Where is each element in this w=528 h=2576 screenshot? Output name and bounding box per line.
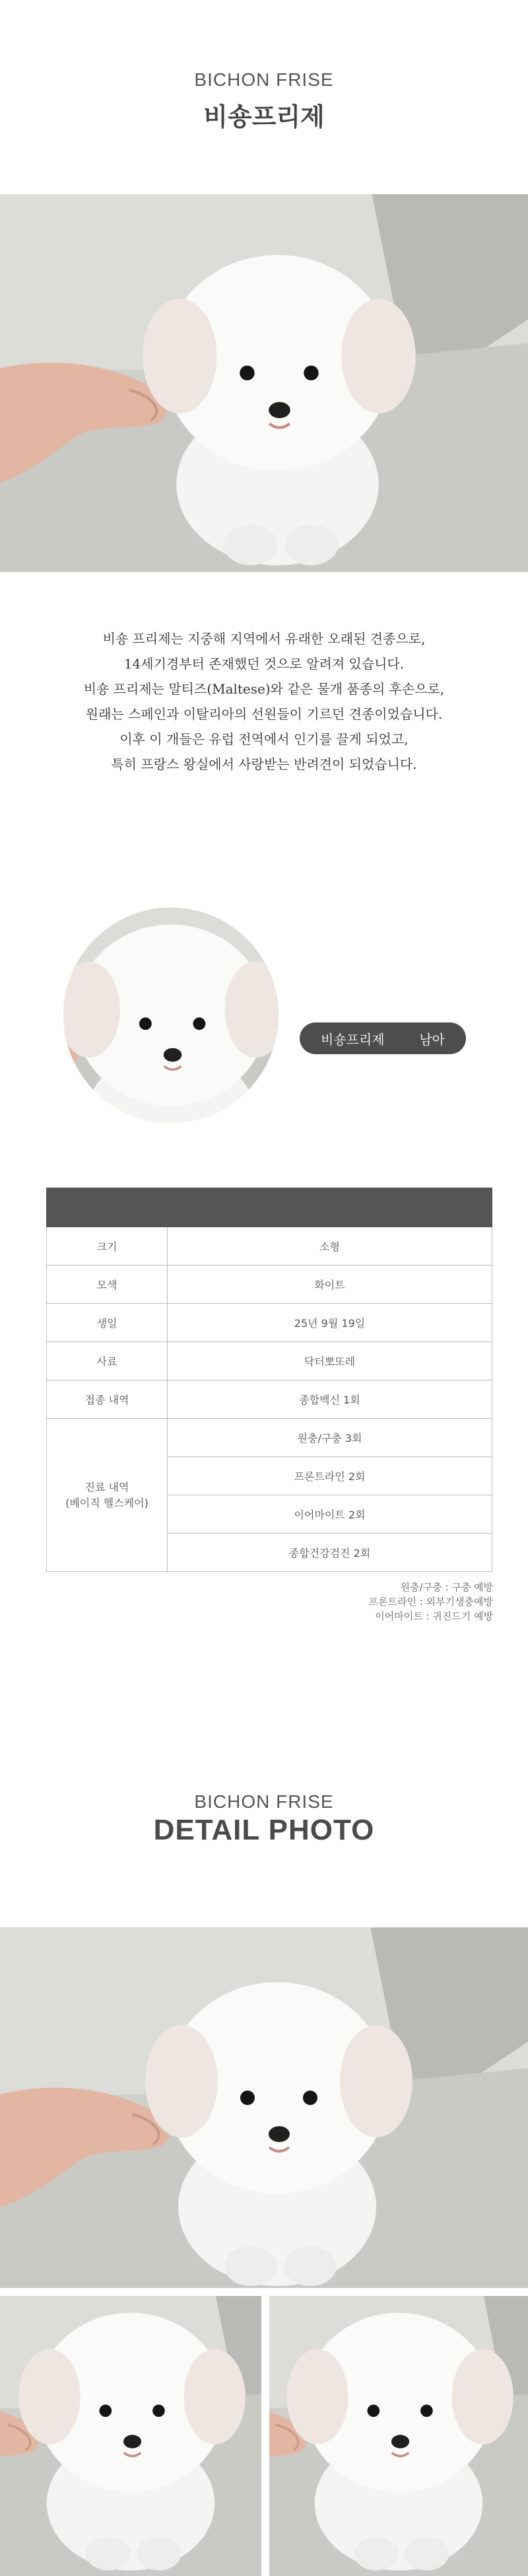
page-title: 비숑프리제	[203, 102, 325, 131]
table-row: 종합건강검진 2회	[47, 1534, 492, 1572]
profile-badge	[300, 1022, 466, 1054]
detail-photo-main	[0, 1927, 528, 2288]
detail-title: DETAIL PHOTO	[153, 1814, 375, 1846]
intro-line: 14세기경부터 존재했던 것으로 알려져 있습니다.	[123, 656, 405, 672]
header-eyebrow: BICHON FRISE	[194, 69, 334, 90]
breed-label: 비숑프리제	[321, 1031, 385, 1048]
profile-photo	[63, 908, 279, 1123]
table-row: 사료 닥터뽀또레	[47, 1342, 492, 1380]
intro-line: 비숑 프리제는 말티즈(Maltese)와 같은 물개 품종의 후손으로,	[83, 681, 445, 697]
hero-photo	[0, 194, 528, 572]
table-row: 접종 내역 종합백신 1회	[47, 1380, 492, 1419]
intro-line: 특히 프랑스 왕실에서 사랑받는 반려견이 되었습니다.	[111, 756, 417, 772]
footnote: 원충/구충 : 구충 예방	[400, 1581, 493, 1593]
table-row: 진료 내역 (베이직 헬스케어) 원충/구충 3회	[47, 1419, 492, 1457]
footnotes	[369, 1580, 493, 1624]
intro-line: 이후 이 개들은 유럽 전역에서 인기를 끌게 되었고,	[119, 731, 409, 747]
table-row: 모색 화이트	[47, 1266, 492, 1304]
care-label: 진료 내역 (베이직 헬스케어)	[47, 1419, 168, 1572]
footnote: 이어마이트 : 귀진드기 예방	[375, 1610, 493, 1622]
table-row: 프론트라인 2회	[47, 1457, 492, 1495]
table-row: 이어마이트 2회	[47, 1495, 492, 1534]
info-table	[46, 1188, 492, 1572]
detail-photo-right	[269, 2296, 528, 2576]
intro-line: 원래는 스페인과 이탈리아의 선원들이 기르던 견종이었습니다.	[85, 706, 443, 722]
detail-photo-left	[0, 2296, 261, 2576]
table-row: 생일 25년 9월 19일	[47, 1304, 492, 1342]
table-header	[47, 1188, 492, 1227]
detail-eyebrow: BICHON FRISE	[194, 1791, 334, 1812]
table-row: 크기 소형	[47, 1227, 492, 1266]
intro-text	[0, 626, 528, 777]
footnote: 프론트라인 : 외부기생충예방	[368, 1596, 493, 1608]
sex-label: 남아	[419, 1031, 445, 1048]
intro-line: 비숑 프리제는 지중해 지역에서 유래한 오래된 견종으로,	[102, 631, 426, 647]
